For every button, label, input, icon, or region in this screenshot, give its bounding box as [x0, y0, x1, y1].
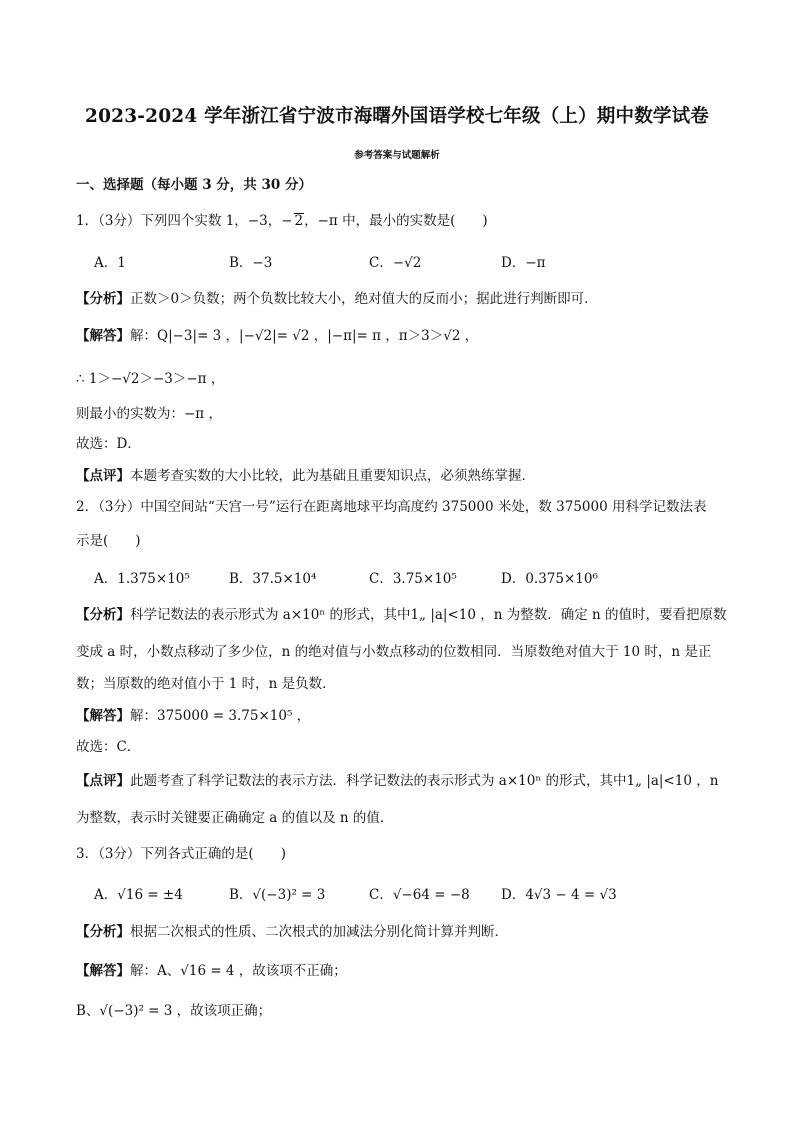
analysis-text: 根据二次根式的性质、二次根式的加减法分别化简计算并判断．: [130, 924, 508, 940]
q2-analysis-line1: [76, 605, 727, 625]
q1-stem: [76, 211, 488, 231]
q1-option-a: A．1: [94, 255, 126, 271]
section-heading: 一、选择题（每小题 3 分，共 30 分）: [76, 177, 312, 193]
q1-option-d: D．−π: [501, 255, 546, 271]
answer-text: 解：375000 = 3.75×10⁵ ，: [130, 708, 311, 724]
answer-text: 解：A、√16 = 4 ，故该项不正确；: [130, 963, 347, 979]
q2-choice: 故选：C．: [76, 739, 141, 755]
q3-option-c: C．√−64 = −8: [369, 887, 470, 903]
analysis-tag: 【分析】: [76, 924, 130, 940]
q1-option-c: C．−√2: [369, 255, 422, 271]
q3-stem: 3．（3分）下列各式正确的是( ): [76, 846, 286, 862]
answer-tag: 【解答】: [76, 963, 130, 979]
q1-answer-line3: 则最小的实数为：−π ，: [76, 406, 222, 422]
analysis-text: 正数＞0＞负数；两个负数比较大小，绝对值大的反而小；据此进行判断即可．: [130, 291, 598, 307]
q1-analysis: [76, 289, 598, 309]
analysis-tag: 【分析】: [76, 291, 130, 307]
q2-option-c: C．3.75×10⁵: [369, 571, 457, 587]
page-title: 2023-2024 学年浙江省宁波市海曙外国语学校七年级（上）期中数学试卷: [85, 106, 709, 127]
q3-analysis: [76, 922, 508, 942]
q1-option-b: B．−3: [229, 255, 273, 271]
q1-stem-part-b: ，−π 中，最小的实数是( ): [304, 213, 488, 229]
page-subtitle: 参考答案与试题解析: [354, 150, 440, 161]
q2-stem-line1: 2．（3分）中国空间站“天宫一号”运行在距离地球平均高度约 375000 米处，数 375000 用科学记数法表: [76, 499, 707, 515]
q2-analysis-line2: 变成 a 时，小数点移动了多少位，n 的绝对值与小数点移动的位数相同．当原数绝对值大于 10 时，n 是正: [76, 644, 712, 660]
comment-text: 此题考查了科学记数法的表示方法．科学记数法的表示形式为 a×10ⁿ 的形式，其中1„ |a|<10 ，n: [130, 773, 719, 789]
q2-stem-line2: 示是( ): [76, 533, 141, 549]
q3-option-d: D．4√3 − 4 = √3: [501, 887, 617, 903]
q2-option-a: A．1.375×10⁵: [94, 571, 190, 587]
q1-stem-part-a: 1．（3分）下列四个实数 1，−3，−: [76, 213, 293, 229]
q2-analysis-line3: 数；当原数的绝对值小于 1 时，n 是负数．: [76, 676, 336, 692]
q1-answer-line2: ∴ 1＞−√2＞−3＞−π ，: [76, 371, 225, 387]
q3-option-b: B．√(−3)² = 3: [229, 887, 326, 903]
analysis-text: 科学记数法的表示形式为 a×10ⁿ 的形式，其中1„ |a|<10 ，n 为整数．确定 n 的值时，要看把原数: [130, 607, 727, 623]
answer-tag: 【解答】: [76, 328, 130, 344]
q2-answer: [76, 706, 310, 726]
answer-tag: 【解答】: [76, 708, 130, 724]
q1-choice: 故选：D．: [76, 436, 141, 452]
q1-answer: [76, 326, 478, 346]
q2-comment-line1: [76, 771, 718, 791]
sqrt-symbol: [294, 213, 305, 228]
q3-answer-line2: B、√(−3)² = 3 ，故该项正确；: [76, 1003, 272, 1019]
analysis-tag: 【分析】: [76, 607, 130, 623]
q2-option-d: D．0.375×10⁶: [501, 571, 598, 587]
q1-stem-radicand: 2: [294, 213, 304, 229]
answer-text: 解：Q|−3|= 3 ，|−√2|= √2 ，|−π|= π ，π＞3＞√2 ，: [130, 328, 479, 344]
q2-comment-line2: 为整数，表示时关键要正确确定 a 的值以及 n 的值．: [76, 810, 394, 826]
comment-tag: 【点评】: [76, 773, 130, 789]
q2-option-b: B．37.5×10⁴: [229, 571, 317, 587]
q1-comment: [76, 466, 535, 486]
comment-text: 本题考查实数的大小比较，此为基础且重要知识点，必须熟练掌握．: [130, 468, 535, 484]
q3-answer: [76, 961, 347, 981]
q3-option-a: A．√16 = ±4: [94, 887, 183, 903]
comment-tag: 【点评】: [76, 468, 130, 484]
